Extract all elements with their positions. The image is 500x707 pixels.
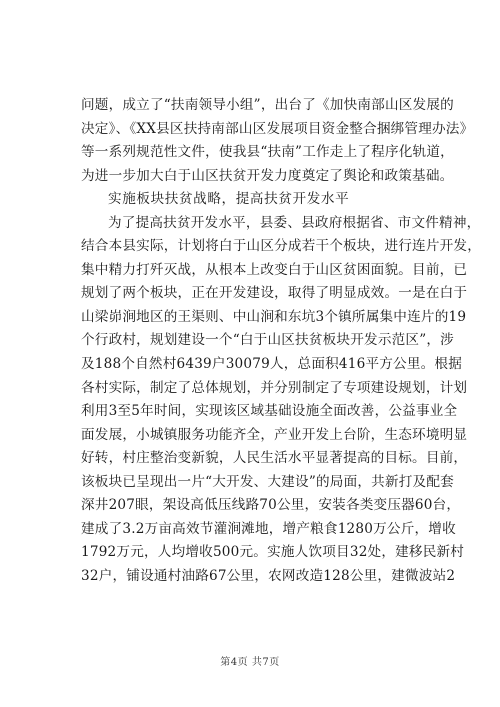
text-line: 规划了两个板块，正在开发建设，取得了明显成效。一是在白于 [81,285,468,302]
paragraph-first-line: 为了提高扶贫开发水平，县委、县政府根据省、市文件精神， [108,214,481,231]
text-line: 面发展，小城镇服务功能齐全，产业开发上台阶，生态环境明显 [81,426,468,443]
page-number-footer: 第4页 共7页 [220,657,280,668]
text-line: 集中精力打歼灭战，从根本上改变白于山区贫困面貌。目前，已 [81,261,468,278]
text-line: 等一系列规范性文件，使我县“扶南”工作走上了程序化轨道， [81,144,454,161]
text-line: 1792万元，人均增收500元。实施人饮项目32处，建移民新村 [81,544,465,561]
document-body [81,94,482,588]
text-line: 问题，成立了“扶南领导小组”，出台了《加快南部山区发展的 [81,97,454,113]
text-line: 及188个自然村6439户30079人，总面积416平方公里。根据 [81,356,463,373]
text-line: 各村实际，制定了总体规划，并分别制定了专项建设规划，计划 [81,379,468,396]
text-line: 山梁峁涧地区的王渠则、中山涧和东坑3个镇所属集中连片的19 [81,308,467,325]
text-line: 个行政村，规划建设一个“白于山区扶贫板块开发示范区”，涉 [81,332,454,349]
text-line: 决定》、《XX县区扶持南部山区发展项目资金整合捆绑管理办法》 [81,120,474,137]
text-line: 32户，铺设通村油路67公里，农网改造128公里，建微波站2 [81,567,456,584]
section-heading: 实施板块扶贫战略，提高扶贫开发水平 [108,191,350,208]
text-line: 利用3至5年时间，实现该区域基础设施全面改善，公益事业全 [81,403,458,420]
text-line: 为进一步加大白于山区扶贫开发力度奠定了舆论和政策基础。 [81,167,454,184]
text-line: 深井207眼，架设高低压线路70公里，安装各类变压器60台， [81,497,461,514]
text-line: 结合本县实际，计划将白于山区分成若干个板块，进行连片开发， [81,238,482,255]
text-line: 建成了3.2万亩高效节灌涧滩地，增产粮食1280万公斤，增收 [81,520,456,537]
text-line: 该板块已呈现出一片“大开发、大建设”的局面，共新打及配套 [81,473,454,490]
text-line: 好转，村庄整治变新貌，人民生活水平显著提高的目标。目前， [81,450,468,467]
